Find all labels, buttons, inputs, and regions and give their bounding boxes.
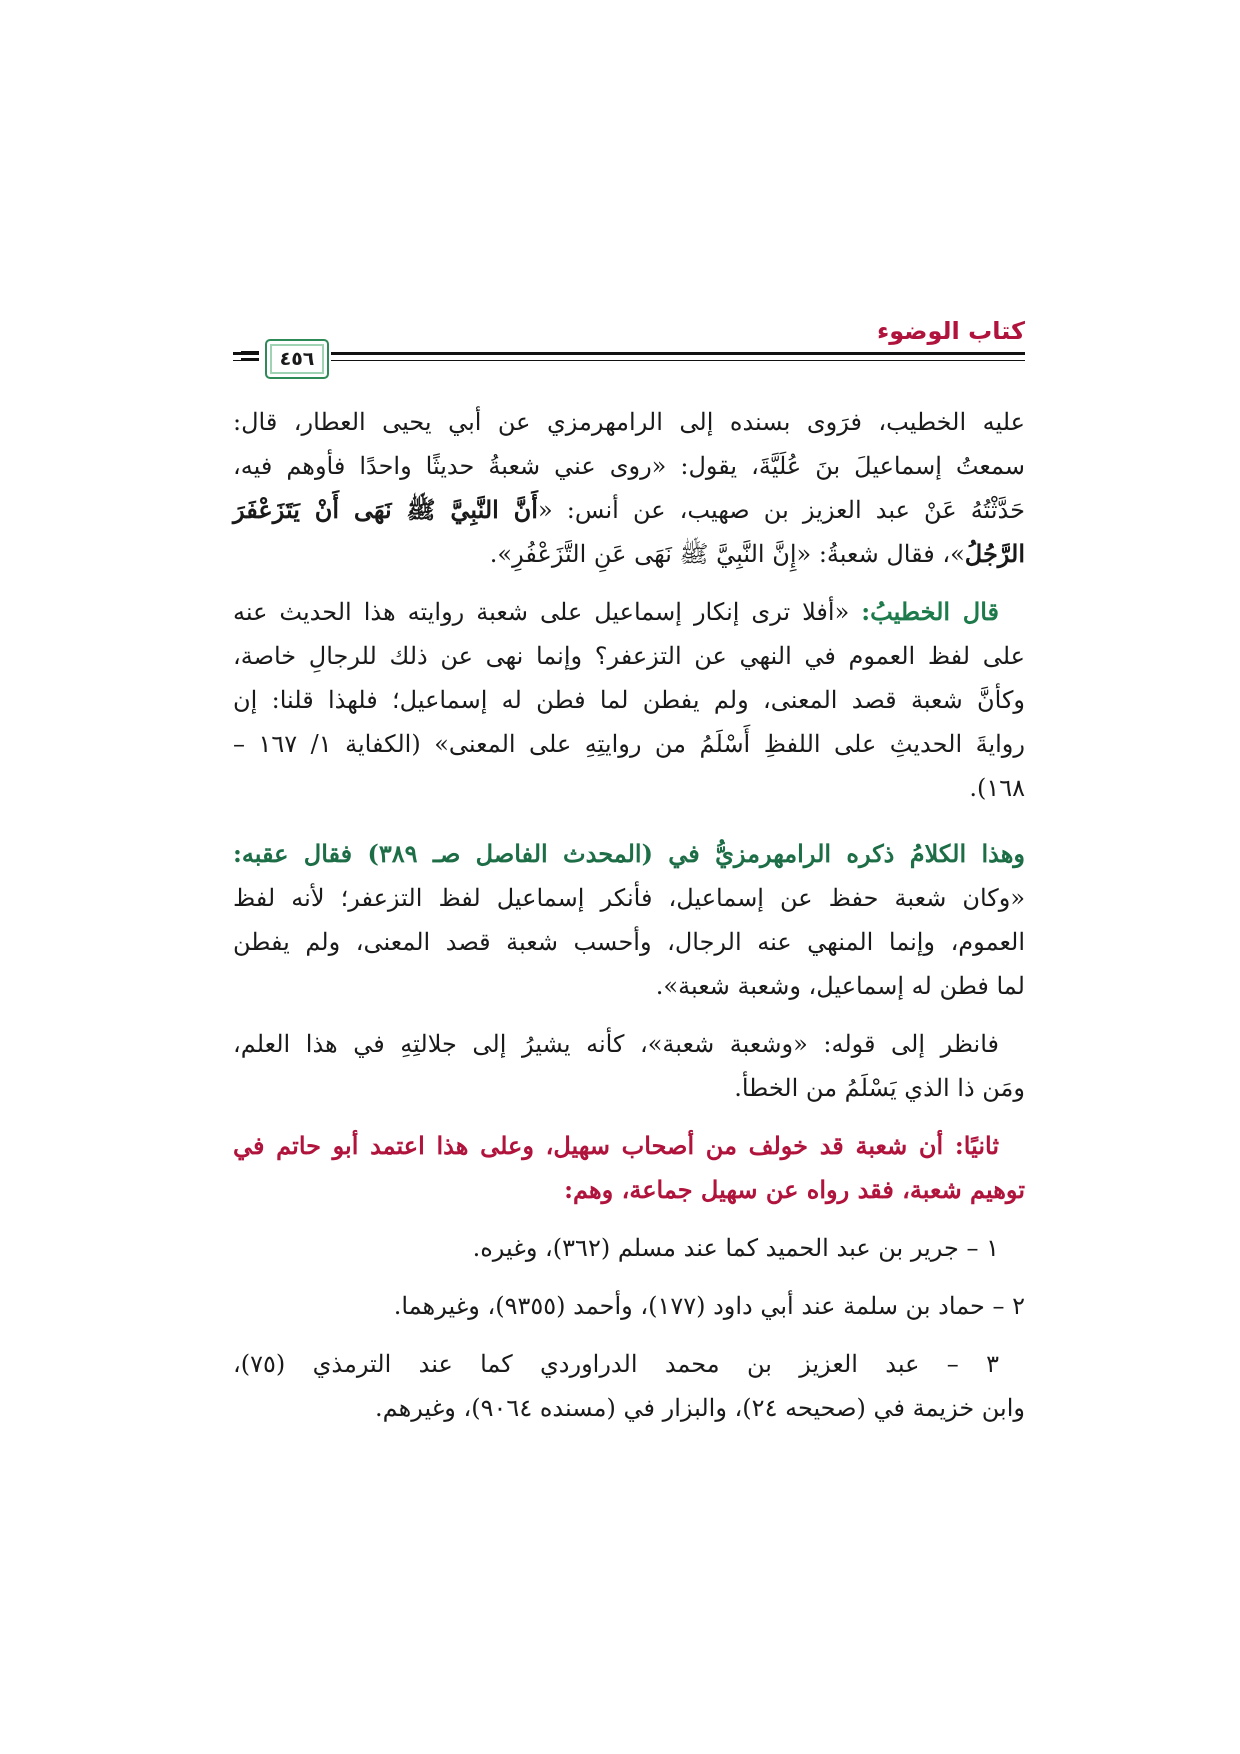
paragraph-reflection: [233, 1022, 1025, 1110]
text-line: ١٦٨).: [969, 774, 1025, 802]
paragraph-second-point: [233, 1124, 1025, 1212]
paragraph-ramhormozi: [233, 832, 1025, 1008]
text-line: [233, 590, 1025, 634]
section-heading-red: توهيم شعبة، فقد رواه عن سهيل جماعة، وهم:: [564, 1175, 1025, 1204]
page-number: ٤٥٦: [279, 348, 315, 370]
text-line: لما فطن له إسماعيل، وشعبة شعبة».: [655, 972, 1025, 1000]
text-line: وكأنَّ شعبة قصد المعنى، ولم يفطن لما فطن له إسماعيل؛ فلهذا قلنا: إن: [233, 686, 1025, 714]
header-rule-thick: [233, 352, 1025, 355]
text-segment: حَدَّثْتُهُ عَنْ عبد العزيز بن صهيب، عن أنس: «: [537, 496, 1025, 524]
text-line: سمعتُ إسماعيلَ بنَ عُلَيَّةَ، يقول: «روى عني شعبةُ حديثًا واحدًا فأوهم فيه،: [233, 452, 1025, 480]
chapter-title: كتاب الوضوء: [876, 317, 1025, 345]
badge-rule-left-top: [241, 351, 259, 353]
badge-rule-left-bottom: [241, 358, 259, 360]
text-line: عليه الخطيب، فرَوى بسنده إلى الرامهرمزي عن أبي يحيى العطار، قال:: [233, 408, 1025, 436]
paragraph-narration: [233, 400, 1025, 576]
text-line: [233, 488, 1025, 532]
narrators-list: [233, 1226, 1025, 1270]
text-line: روايةَ الحديثِ على اللفظِ أَسْلَمُ من روايتِهِ على المعنى» (الكفاية ١/ ١٦٧ –: [233, 730, 1025, 758]
text-line: [233, 532, 1025, 576]
text-line: فانظر إلى قوله: «وشعبة شعبة»، كأنه يشيرُ إلى جلالتِهِ في هذا العلم،: [233, 1030, 999, 1058]
hadith-text-bold: الرَّجُلُ: [964, 539, 1025, 568]
text-segment: »، فقال شعبةُ: «إِنَّ النَّبِيَّ ﷺ نَهَى عَنِ التَّزَعْفُرِ».: [489, 540, 965, 568]
narrators-list: [233, 1342, 1025, 1430]
section-heading-red: ثانيًا: أن شعبة قد خولف من أصحاب سهيل، وعلى هذا اعتمد أبو حاتم في: [233, 1131, 1000, 1160]
list-item: وابن خزيمة في (صحيحه ٢٤)، والبزار في (مسنده ٩٠٦٤)، وغيرهم.: [375, 1394, 1025, 1422]
list-item: ١ – جرير بن عبد الحميد كما عند مسلم (٣٦٢)، وغيره.: [472, 1234, 999, 1262]
text-segment: «أفلا ترى إنكار إسماعيل على شعبة روايته هذا الحديث عنه: [233, 598, 862, 626]
paragraph-khatib: [233, 590, 1025, 810]
list-item: ٣ – عبد العزيز بن محمد الدراوردي كما عند الترمذي (٧٥)،: [233, 1350, 999, 1378]
narrators-list: [233, 1284, 1025, 1328]
page-body: [233, 400, 1025, 1444]
page-number-badge: [265, 339, 329, 379]
header-rule-thin: [233, 360, 1025, 361]
text-line: «وكان شعبة حفظ عن إسماعيل، فأنكر إسماعيل لفظ التزعفر؛ لأنه لفظ: [233, 884, 1025, 912]
section-heading-green: وهذا الكلامُ ذكره الرامهرمزيُّ في (المحدث الفاصل صـ ٣٨٩) فقال عقبه:: [233, 839, 1025, 868]
text-line: ومَن ذا الذي يَسْلَمُ من الخطأ.: [734, 1074, 1025, 1102]
khatib-label: قال الخطيبُ:: [861, 597, 1000, 626]
text-line: على لفظ العموم في النهي عن التزعفر؟ وإنما نهى عن ذلك للرجالِ خاصة،: [233, 642, 1025, 670]
list-item: ٢ – حماد بن سلمة عند أبي داود (١٧٧)، وأحمد (٩٣٥٥)، وغيرهما.: [393, 1292, 1025, 1320]
hadith-text-bold: أَنَّ النَّبِيَّ ﷺ نَهَى أَنْ يَتَزَعْفَرَ: [233, 495, 538, 524]
page-header: [233, 318, 1025, 380]
text-line: العموم، وإنما المنهي عنه الرجال، وأحسب شعبة قصد المعنى، ولم يفطن: [233, 928, 1025, 956]
